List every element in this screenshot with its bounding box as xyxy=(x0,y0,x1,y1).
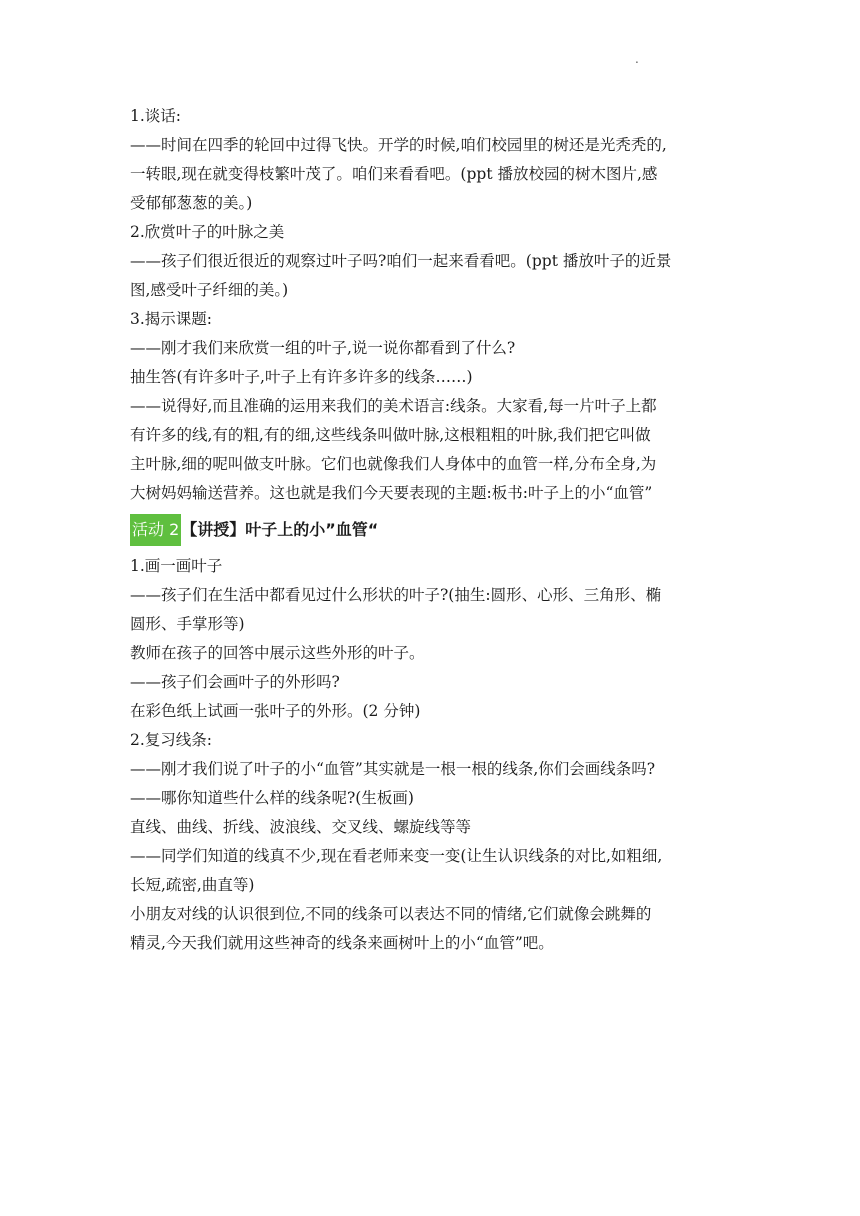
part1-line: ——孩子们很近很近的观察过叶子吗?咱们一起来看看吧。(ppt 播放叶子的近景 xyxy=(130,252,672,270)
part1-line: 抽生答(有许多叶子,叶子上有许多许多的线条……) xyxy=(130,368,473,386)
part1-line: 3.揭示课题: xyxy=(130,310,213,328)
part1-line: ——说得好,而且准确的运用来我们的美术语言:线条。大家看,每一片叶子上都 xyxy=(130,397,657,415)
part2-line: 长短,疏密,曲直等) xyxy=(130,876,255,894)
part1-line: ——刚才我们来欣赏一组的叶子,说一说你都看到了什么? xyxy=(130,339,516,357)
part2-line: 圆形、手掌形等) xyxy=(130,615,245,633)
part1-line: 图,感受叶子纤细的美。) xyxy=(130,281,289,299)
activity-tag: 活动 2 xyxy=(130,514,181,546)
part2-line: ——孩子们在生活中都看见过什么形状的叶子?(抽生:圆形、心形、三角形、椭 xyxy=(130,586,662,604)
part2-line: 2.复习线条: xyxy=(130,731,213,749)
activity-heading xyxy=(130,514,732,546)
part1-line: 一转眼,现在就变得枝繁叶茂了。咱们来看看吧。(ppt 播放校园的树木图片,感 xyxy=(130,165,658,183)
part2-line: 小朋友对线的认识很到位,不同的线条可以表达不同的情绪,它们就像会跳舞的 xyxy=(130,905,652,923)
part1-line: 有许多的线,有的粗,有的细,这些线条叫做叶脉,这根粗粗的叶脉,我们把它叫做 xyxy=(130,426,651,444)
part2-line: 教师在孩子的回答中展示这些外形的叶子。 xyxy=(130,644,425,662)
part1-line: ——时间在四季的轮回中过得飞快。开学的时候,咱们校园里的树还是光秃秃的, xyxy=(130,136,667,154)
part1-line: 大树妈妈输送营养。这也就是我们今天要表现的主题:板书:叶子上的小“血管” xyxy=(130,484,653,502)
part2-line: ——同学们知道的线真不少,现在看老师来变一变(让生认识线条的对比,如粗细, xyxy=(130,847,663,865)
part1-line: 受郁郁葱葱的美。) xyxy=(130,194,253,212)
part1-section xyxy=(130,102,732,508)
part2-line: 精灵,今天我们就用这些神奇的线条来画树叶上的小“血管”吧。 xyxy=(130,934,554,952)
activity-title: 【讲授】叶子上的小”血管“ xyxy=(181,520,379,539)
part1-line: 1.谈话: xyxy=(130,107,182,125)
document-body xyxy=(130,102,732,958)
part2-line: ——刚才我们说了叶子的小“血管”其实就是一根一根的线条,你们会画线条吗? xyxy=(130,760,656,778)
part2-line: 直线、曲线、折线、波浪线、交叉线、螺旋线等等 xyxy=(130,818,472,836)
part2-line: ——哪你知道些什么样的线条呢?(生板画) xyxy=(130,789,414,807)
part2-section xyxy=(130,552,732,958)
part2-line: 1.画一画叶子 xyxy=(130,557,223,575)
part1-line: 2.欣赏叶子的叶脉之美 xyxy=(130,223,285,241)
header-mark: . xyxy=(635,52,639,66)
part1-line: 主叶脉,细的呢叫做支叶脉。它们也就像我们人身体中的血管一样,分布全身,为 xyxy=(130,455,657,473)
part2-line: ——孩子们会画叶子的外形吗? xyxy=(130,673,340,691)
part2-line: 在彩色纸上试画一张叶子的外形。(2 分钟) xyxy=(130,702,421,720)
